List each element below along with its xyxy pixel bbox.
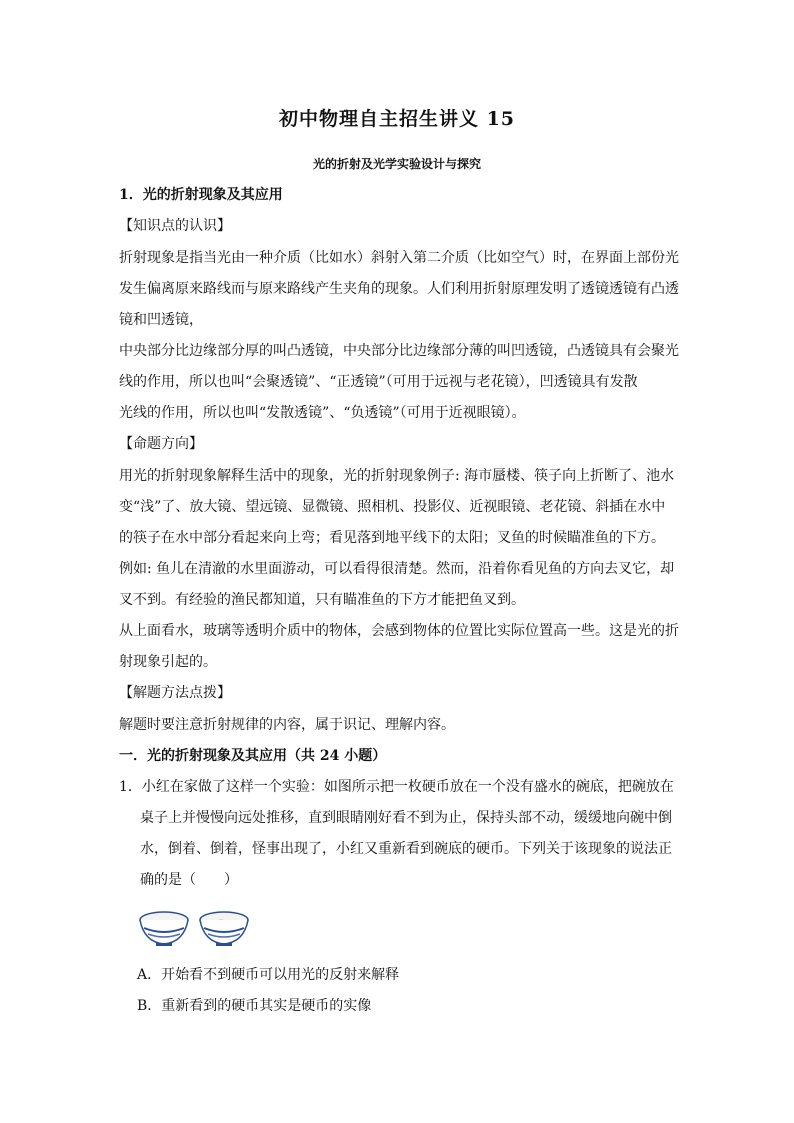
- method-label: 【解题方法点拨】: [119, 685, 231, 701]
- question-line: 水，倒着、倒着，怪事出现了，小红又重新看到碗底的硬币。下列关于该现象的说法正: [140, 841, 672, 857]
- question-line: 桌子上并慢慢向远处推移，直到眼睛刚好看不到为止，保持头部不动，缓缓地向碗中倒: [140, 810, 672, 826]
- paragraph-line: 镜和凹透镜，: [119, 312, 203, 328]
- bowl-illustration: [138, 906, 250, 948]
- paragraph-line: 光线的作用，所以也叫“发散透镜”、“负透镜”（可用于近视眼镜）。: [119, 405, 526, 421]
- question-line: 确的是（ ）: [140, 872, 238, 888]
- paragraph-line: 从上面看水，玻璃等透明介质中的物体，会感到物体的位置比实际位置高一些。这是光的折: [119, 623, 679, 639]
- paragraph-line: 的筷子在水中部分看起来向上弯；看见落到地平线下的太阳；叉鱼的时候瞄准鱼的下方。: [119, 530, 665, 546]
- paragraph-line: 叉不到。有经验的渔民都知道，只有瞄准鱼的下方才能把鱼叉到。: [119, 592, 525, 608]
- paragraph-line: 中央部分比边缘部分厚的叫凸透镜，中央部分比边缘部分薄的叫凹透镜，凸透镜具有会聚光: [119, 343, 679, 359]
- answer-option-a[interactable]: A．开始看不到硬币可以用光的反射来解释: [137, 967, 400, 983]
- answer-option-b[interactable]: B．重新看到的硬币其实是硬币的实像: [137, 998, 372, 1014]
- paragraph-line: 变“浅”了、放大镜、望远镜、显微镜、照相机、投影仪、近视眼镜、老花镜、斜插在水中: [119, 499, 666, 515]
- question-line: 1．小红在家做了这样一个实验：如图所示把一枚硬币放在一个没有盛水的碗底，把碗放在: [119, 779, 674, 795]
- paragraph-line: 解题时要注意折射规律的内容，属于识记、理解内容。: [119, 717, 455, 733]
- paragraph-line: 折射现象是指当光由一种介质（比如水）斜射入第二介质（比如空气）时，在界面上部份光: [119, 250, 679, 266]
- page-title: 初中物理自主招生讲义 15: [278, 108, 516, 130]
- section-heading: 1．光的折射现象及其应用: [119, 187, 283, 203]
- page-subtitle: 光的折射及光学实验设计与探究: [312, 157, 481, 171]
- paragraph-line: 发生偏离原来路线而与原来路线产生夹角的现象。人们利用折射原理发明了透镜透镜有凸透: [119, 281, 679, 297]
- knowledge-label: 【知识点的认识】: [119, 218, 231, 234]
- part-heading: 一．光的折射现象及其应用（共 24 小题）: [119, 748, 387, 764]
- empty-bowl-icon: [140, 912, 188, 946]
- direction-label: 【命题方向】: [119, 436, 203, 452]
- paragraph-line: 线的作用，所以也叫“会聚透镜”、“正透镜”（可用于远视与老花镜），凹透镜具有发散: [119, 374, 638, 390]
- coin-bowl-icon: [200, 912, 248, 946]
- paragraph-line: 用光的折射现象解释生活中的现象，光的折射现象例子: 海市蜃楼、筷子向上折断了、池水: [119, 468, 675, 484]
- paragraph-line: 射现象引起的。: [119, 654, 217, 670]
- paragraph-line: 例如: 鱼儿在清澈的水里面游动，可以看得很清楚。然而，沿着你看见鱼的方向去叉它，却: [119, 561, 675, 577]
